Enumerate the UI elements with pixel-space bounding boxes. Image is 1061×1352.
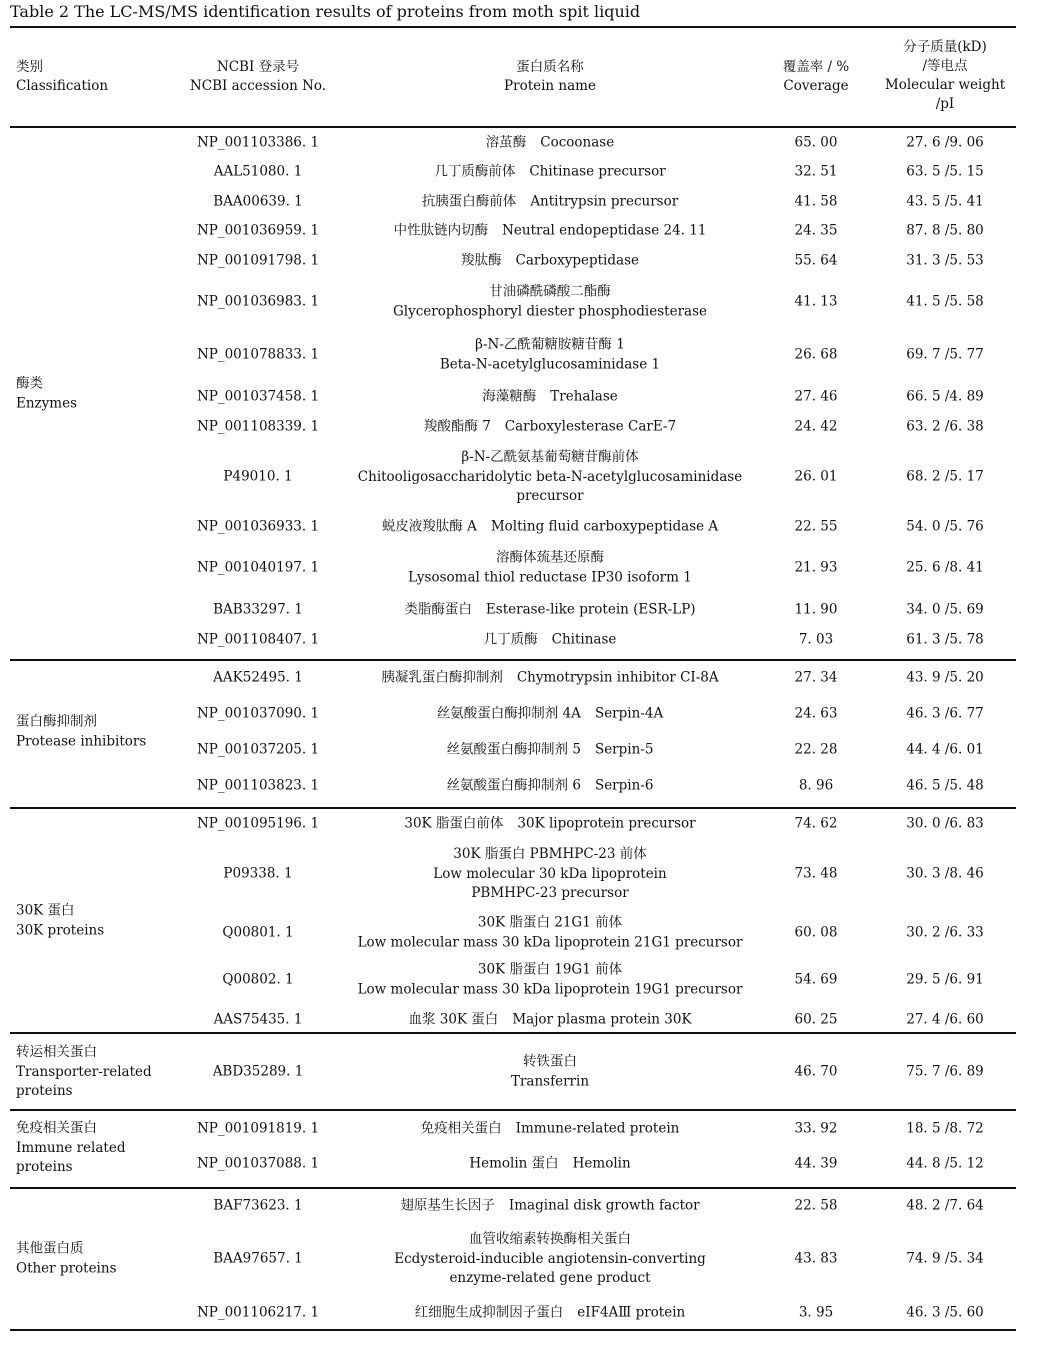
classification-text: proteins xyxy=(16,1158,73,1175)
protein-name-en: Imaginal disk growth factor xyxy=(508,1197,700,1214)
group-rule xyxy=(10,1187,1016,1189)
protein-name-en: Esterase-like protein (ESR-LP) xyxy=(485,601,696,618)
molecular-weight-value: 66. 5 /4. 89 xyxy=(906,388,984,405)
protein-name-line: Chitooligosaccharidolytic beta-N-acetylglucosaminidase xyxy=(357,468,743,485)
molecular-weight-value: 61. 3 /5. 78 xyxy=(906,631,984,648)
classification-text: 酶类 xyxy=(16,375,43,392)
molecular-weight-value: 27. 6 /9. 06 xyxy=(906,134,984,151)
protein-name-zh: 免疫相关蛋白 xyxy=(420,1120,502,1137)
group-rule xyxy=(10,1109,1016,1111)
protein-name-en: Serpin-6 xyxy=(594,777,654,794)
protein-name xyxy=(447,776,654,796)
protein-name-en: 30K lipoprotein precursor xyxy=(517,815,696,832)
protein-name-zh: 溶茧酶 xyxy=(485,134,527,151)
classification-text: Enzymes xyxy=(16,395,78,411)
molecular-weight-value: 34. 0 /5. 69 xyxy=(906,601,984,618)
protein-name-en: Carboxypeptidase xyxy=(515,252,639,269)
header-classification: 类别 Classification xyxy=(16,59,109,94)
classification-text: 转运相关蛋白 xyxy=(16,1043,97,1060)
group-rule xyxy=(10,807,1016,809)
protein-name-en: Carboxylesterase CarE-7 xyxy=(504,418,677,435)
classification-text: 30K 蛋白 xyxy=(16,902,75,919)
molecular-weight-value: 27. 4 /6. 60 xyxy=(906,1011,984,1028)
protein-name xyxy=(486,133,614,153)
protein-name xyxy=(381,668,718,688)
top-rule xyxy=(10,26,1016,28)
accession-number: NP_001108407. 1 xyxy=(196,631,320,648)
coverage-value: 21. 93 xyxy=(794,559,838,576)
classification-label xyxy=(16,902,104,941)
protein-name xyxy=(404,600,695,620)
protein-name xyxy=(434,162,665,182)
table-caption: Table 2 The LC-MS/MS identification results of proteins from moth spit liquid xyxy=(10,2,641,21)
protein-name-line: β-N-乙酰葡糖胺糖苷酶 1 xyxy=(475,336,625,353)
header-accession: NCBI 登录号 NCBI accession No. xyxy=(189,59,327,94)
protein-name-line: β-N-乙酰氨基葡萄糖苷酶前体 xyxy=(461,448,639,465)
header-molecular-weight: 分子质量(kD) /等电点 Molecular weight /pI xyxy=(884,39,1006,112)
coverage-value: 46. 70 xyxy=(794,1063,838,1080)
molecular-weight-value: 41. 5 /5. 58 xyxy=(906,293,984,310)
classification-text: Other proteins xyxy=(16,1260,117,1276)
protein-name-line: precursor xyxy=(516,487,584,504)
accession-number: NP_001103823. 1 xyxy=(196,777,320,794)
coverage-value: 74. 62 xyxy=(794,815,838,832)
molecular-weight-value: 31. 3 /5. 53 xyxy=(906,252,984,269)
accession-number: BAB33297. 1 xyxy=(213,601,303,618)
coverage-value: 26. 68 xyxy=(794,346,838,363)
classification-text: 其他蛋白质 xyxy=(16,1240,84,1257)
classification-label xyxy=(16,375,77,414)
coverage-value: 60. 08 xyxy=(794,924,838,941)
coverage-value: 3. 95 xyxy=(798,1304,834,1321)
classification-label xyxy=(16,1119,125,1178)
protein-name-zh: 丝氨酸蛋白酶抑制剂 4A xyxy=(436,705,581,722)
protein-name-zh: 抗胰蛋白酶前体 xyxy=(421,193,517,210)
molecular-weight-value: 30. 3 /8. 46 xyxy=(906,865,984,882)
protein-name-en: Immune-related protein xyxy=(515,1120,680,1137)
protein-name-zh: 红细胞生成抑制因子蛋白 xyxy=(414,1304,564,1321)
protein-name-en: Cocoonase xyxy=(540,134,615,151)
protein-name-line: 30K 脂蛋白 21G1 前体 xyxy=(477,914,623,931)
protein-name-line: Transferrin xyxy=(510,1073,590,1089)
accession-number: BAA97657. 1 xyxy=(213,1250,303,1267)
protein-name-en: Neutral endopeptidase 24. 11 xyxy=(502,222,707,239)
protein-name xyxy=(484,630,617,650)
coverage-value: 27. 34 xyxy=(794,669,838,686)
protein-name-zh: 海藻糖酶 xyxy=(482,388,537,405)
molecular-weight-value: 29. 5 /6. 91 xyxy=(906,971,984,988)
molecular-weight-value: 43. 9 /5. 20 xyxy=(906,669,984,686)
molecular-weight-value: 44. 8 /5. 12 xyxy=(906,1155,984,1172)
accession-number: NP_001091819. 1 xyxy=(196,1120,320,1137)
protein-name xyxy=(393,283,707,322)
protein-name xyxy=(422,192,678,212)
protein-name-zh: 胰凝乳蛋白酶抑制剂 xyxy=(381,669,503,686)
molecular-weight-value: 74. 9 /5. 34 xyxy=(906,1250,984,1267)
bottom-rule xyxy=(10,1329,1016,1331)
protein-name xyxy=(433,845,666,904)
molecular-weight-value: 54. 0 /5. 76 xyxy=(906,518,984,535)
protein-name xyxy=(358,914,743,953)
accession-number: BAA00639. 1 xyxy=(213,193,303,210)
classification-text: Immune related xyxy=(16,1139,126,1156)
coverage-value: 27. 46 xyxy=(794,388,838,405)
coverage-value: 26. 01 xyxy=(794,468,838,485)
protein-name-zh: 类脂酶蛋白 xyxy=(404,601,472,618)
protein-name xyxy=(400,1196,699,1216)
protein-name-line: 30K 脂蛋白 PBMHPC-23 前体 xyxy=(453,845,647,862)
accession-number: Q00801. 1 xyxy=(222,924,294,941)
protein-name-zh: 羧肽酶 xyxy=(461,252,502,269)
coverage-value: 43. 83 xyxy=(794,1250,838,1267)
classification-text: 蛋白酶抑制剂 xyxy=(16,713,97,730)
molecular-weight-value: 46. 3 /6. 77 xyxy=(906,705,984,722)
coverage-value: 7. 03 xyxy=(798,631,834,648)
accession-number: NP_001037458. 1 xyxy=(196,388,320,405)
protein-name xyxy=(447,740,654,760)
coverage-value: 24. 63 xyxy=(794,705,838,722)
coverage-value: 73. 48 xyxy=(794,865,838,882)
molecular-weight-value: 25. 6 /8. 41 xyxy=(906,559,984,576)
accession-number: NP_001091798. 1 xyxy=(196,252,320,269)
protein-name xyxy=(415,1303,686,1323)
protein-name-line: Glycerophosphoryl diester phosphodiesterase xyxy=(392,303,708,319)
molecular-weight-value: 43. 5 /5. 41 xyxy=(906,193,984,210)
accession-number: NP_001078833. 1 xyxy=(196,346,320,363)
protein-name-zh: 翅原基生长因子 xyxy=(400,1197,495,1214)
coverage-value: 22. 58 xyxy=(794,1197,838,1214)
accession-number: NP_001040197. 1 xyxy=(196,559,320,576)
molecular-weight-value: 30. 2 /6. 33 xyxy=(906,924,984,941)
protein-name xyxy=(358,448,742,507)
protein-name-en: eIF4AⅢ protein xyxy=(577,1304,686,1321)
protein-name xyxy=(421,1119,680,1139)
protein-name-zh: 血浆 30K 蛋白 xyxy=(408,1011,499,1028)
protein-name xyxy=(440,336,660,375)
protein-name-line: enzyme-related gene product xyxy=(449,1269,651,1286)
accession-number: AAL51080. 1 xyxy=(213,163,303,180)
protein-name xyxy=(437,704,663,724)
protein-name-line: Beta-N-acetylglucosaminidase 1 xyxy=(439,356,661,372)
protein-name-en: Molting fluid carboxypeptidase A xyxy=(490,518,719,535)
protein-name-zh: 30K 脂蛋白前体 xyxy=(404,815,504,832)
coverage-value: 41. 13 xyxy=(794,293,838,310)
molecular-weight-value: 46. 3 /5. 60 xyxy=(906,1304,984,1321)
protein-name xyxy=(482,387,617,407)
molecular-weight-value: 87. 8 /5. 80 xyxy=(906,222,984,239)
protein-name-line: 转铁蛋白 xyxy=(522,1053,577,1070)
accession-number: NP_001106217. 1 xyxy=(196,1304,320,1321)
protein-name-zh: 羧酸酯酶 7 xyxy=(423,418,491,435)
protein-name-zh: 丝氨酸蛋白酶抑制剂 6 xyxy=(446,777,581,794)
group-rule xyxy=(10,659,1016,661)
classification-label xyxy=(16,713,146,752)
protein-name xyxy=(511,1053,589,1092)
coverage-value: 22. 28 xyxy=(794,741,838,758)
classification-text: 免疫相关蛋白 xyxy=(16,1119,97,1136)
molecular-weight-value: 48. 2 /7. 64 xyxy=(906,1197,984,1214)
accession-number: NP_001037088. 1 xyxy=(196,1155,320,1172)
protein-name-en: Chitinase precursor xyxy=(529,163,666,180)
accession-number: ABD35289. 1 xyxy=(212,1063,304,1080)
protein-name-en: Hemolin xyxy=(572,1155,631,1172)
coverage-value: 24. 35 xyxy=(794,222,838,239)
protein-name-line: Lysosomal thiol reductase IP30 isoform 1 xyxy=(408,569,692,585)
protein-name-en: Serpin-4A xyxy=(594,705,664,722)
group-rule xyxy=(10,1032,1016,1034)
protein-name-en: Major plasma protein 30K xyxy=(512,1011,692,1028)
protein-name-line: 30K 脂蛋白 19G1 前体 xyxy=(477,961,623,978)
coverage-value: 44. 39 xyxy=(794,1155,838,1172)
molecular-weight-value: 69. 7 /5. 77 xyxy=(906,346,984,363)
protein-name-en: Chitinase xyxy=(551,631,617,648)
protein-name xyxy=(394,1230,706,1289)
coverage-value: 65. 00 xyxy=(794,134,838,151)
molecular-weight-value: 46. 5 /5. 48 xyxy=(906,777,984,794)
classification-text: proteins xyxy=(16,1082,73,1099)
classification-label xyxy=(16,1043,152,1102)
protein-name xyxy=(404,814,695,834)
coverage-value: 8. 96 xyxy=(798,777,834,794)
header-protein-name: 蛋白质名称 Protein name xyxy=(504,59,596,94)
protein-name xyxy=(461,251,639,271)
molecular-weight-value: 68. 2 /5. 17 xyxy=(906,468,984,485)
molecular-weight-value: 63. 5 /5. 15 xyxy=(906,163,984,180)
accession-number: NP_001036959. 1 xyxy=(196,222,320,239)
molecular-weight-value: 44. 4 /6. 01 xyxy=(906,741,984,758)
protein-name xyxy=(358,961,743,1000)
accession-number: NP_001036983. 1 xyxy=(196,293,320,310)
protein-name-zh: 蜕皮液羧肽酶 A xyxy=(381,518,477,535)
coverage-value: 41. 58 xyxy=(794,193,838,210)
protein-name xyxy=(469,1154,630,1174)
protein-name-en: Chymotrypsin inhibitor CI-8A xyxy=(516,669,719,686)
protein-name-line: 甘油磷酰磷酸二酯酶 xyxy=(489,283,611,300)
coverage-value: 11. 90 xyxy=(794,601,838,618)
header-rule xyxy=(10,126,1016,128)
coverage-value: 60. 25 xyxy=(794,1011,838,1028)
protein-name-line: Low molecular mass 30 kDa lipoprotein 21G1 precursor xyxy=(357,934,743,950)
protein-name-zh: 几丁质酶前体 xyxy=(434,163,516,180)
accession-number: NP_001095196. 1 xyxy=(196,815,320,832)
accession-number: BAF73623. 1 xyxy=(213,1197,303,1214)
classification-text: Transporter-related xyxy=(16,1063,152,1080)
protein-name-line: 溶酶体巯基还原酶 xyxy=(495,549,604,566)
coverage-value: 33. 92 xyxy=(794,1120,838,1137)
protein-name-zh: Hemolin 蛋白 xyxy=(469,1155,559,1172)
accession-number: NP_001036933. 1 xyxy=(196,518,320,535)
protein-name-en: Trehalase xyxy=(550,388,618,405)
accession-number: AAS75435. 1 xyxy=(213,1011,303,1028)
coverage-value: 32. 51 xyxy=(794,163,838,180)
protein-name-zh: 几丁质酶 xyxy=(483,631,538,648)
molecular-weight-value: 75. 7 /6. 89 xyxy=(906,1063,984,1080)
protein-name xyxy=(408,1010,691,1030)
molecular-weight-value: 18. 5 /8. 72 xyxy=(906,1120,984,1137)
molecular-weight-value: 30. 0 /6. 83 xyxy=(906,815,984,832)
accession-number: NP_001108339. 1 xyxy=(196,418,320,435)
protein-name-line: Low molecular 30 kDa lipoprotein xyxy=(433,865,667,882)
accession-number: P49010. 1 xyxy=(223,468,293,485)
header-coverage: 覆盖率 / % Coverage xyxy=(782,59,850,94)
protein-name xyxy=(408,549,692,588)
classification-label xyxy=(16,1240,117,1279)
protein-name-line: Ecdysteroid-inducible angiotensin-converting xyxy=(394,1250,706,1267)
protein-name xyxy=(382,517,718,537)
coverage-value: 54. 69 xyxy=(794,971,838,988)
protein-name-zh: 中性肽链内切酶 xyxy=(393,222,489,239)
accession-number: Q00802. 1 xyxy=(222,971,294,988)
accession-number: NP_001103386. 1 xyxy=(196,134,320,151)
accession-number: P09338. 1 xyxy=(223,865,293,882)
classification-text: 30K proteins xyxy=(16,922,105,938)
protein-name-en: Serpin-5 xyxy=(594,741,654,758)
molecular-weight-value: 63. 2 /6. 38 xyxy=(906,418,984,435)
coverage-value: 22. 55 xyxy=(794,518,838,535)
accession-number: NP_001037090. 1 xyxy=(196,705,320,722)
classification-text: Protease inhibitors xyxy=(16,733,147,749)
accession-number: NP_001037205. 1 xyxy=(196,741,320,758)
protein-name-en: Antitrypsin precursor xyxy=(530,193,679,210)
protein-name-line: 血管收缩素转换酶相关蛋白 xyxy=(468,1230,631,1247)
protein-name-line: Low molecular mass 30 kDa lipoprotein 19G1 precursor xyxy=(357,981,743,997)
coverage-value: 55. 64 xyxy=(794,252,838,269)
protein-name-zh: 丝氨酸蛋白酶抑制剂 5 xyxy=(446,741,581,758)
accession-number: AAK52495. 1 xyxy=(213,669,303,686)
coverage-value: 24. 42 xyxy=(794,418,838,435)
protein-name xyxy=(394,221,707,241)
protein-name xyxy=(424,417,676,437)
protein-name-line: PBMHPC-23 precursor xyxy=(471,884,629,901)
